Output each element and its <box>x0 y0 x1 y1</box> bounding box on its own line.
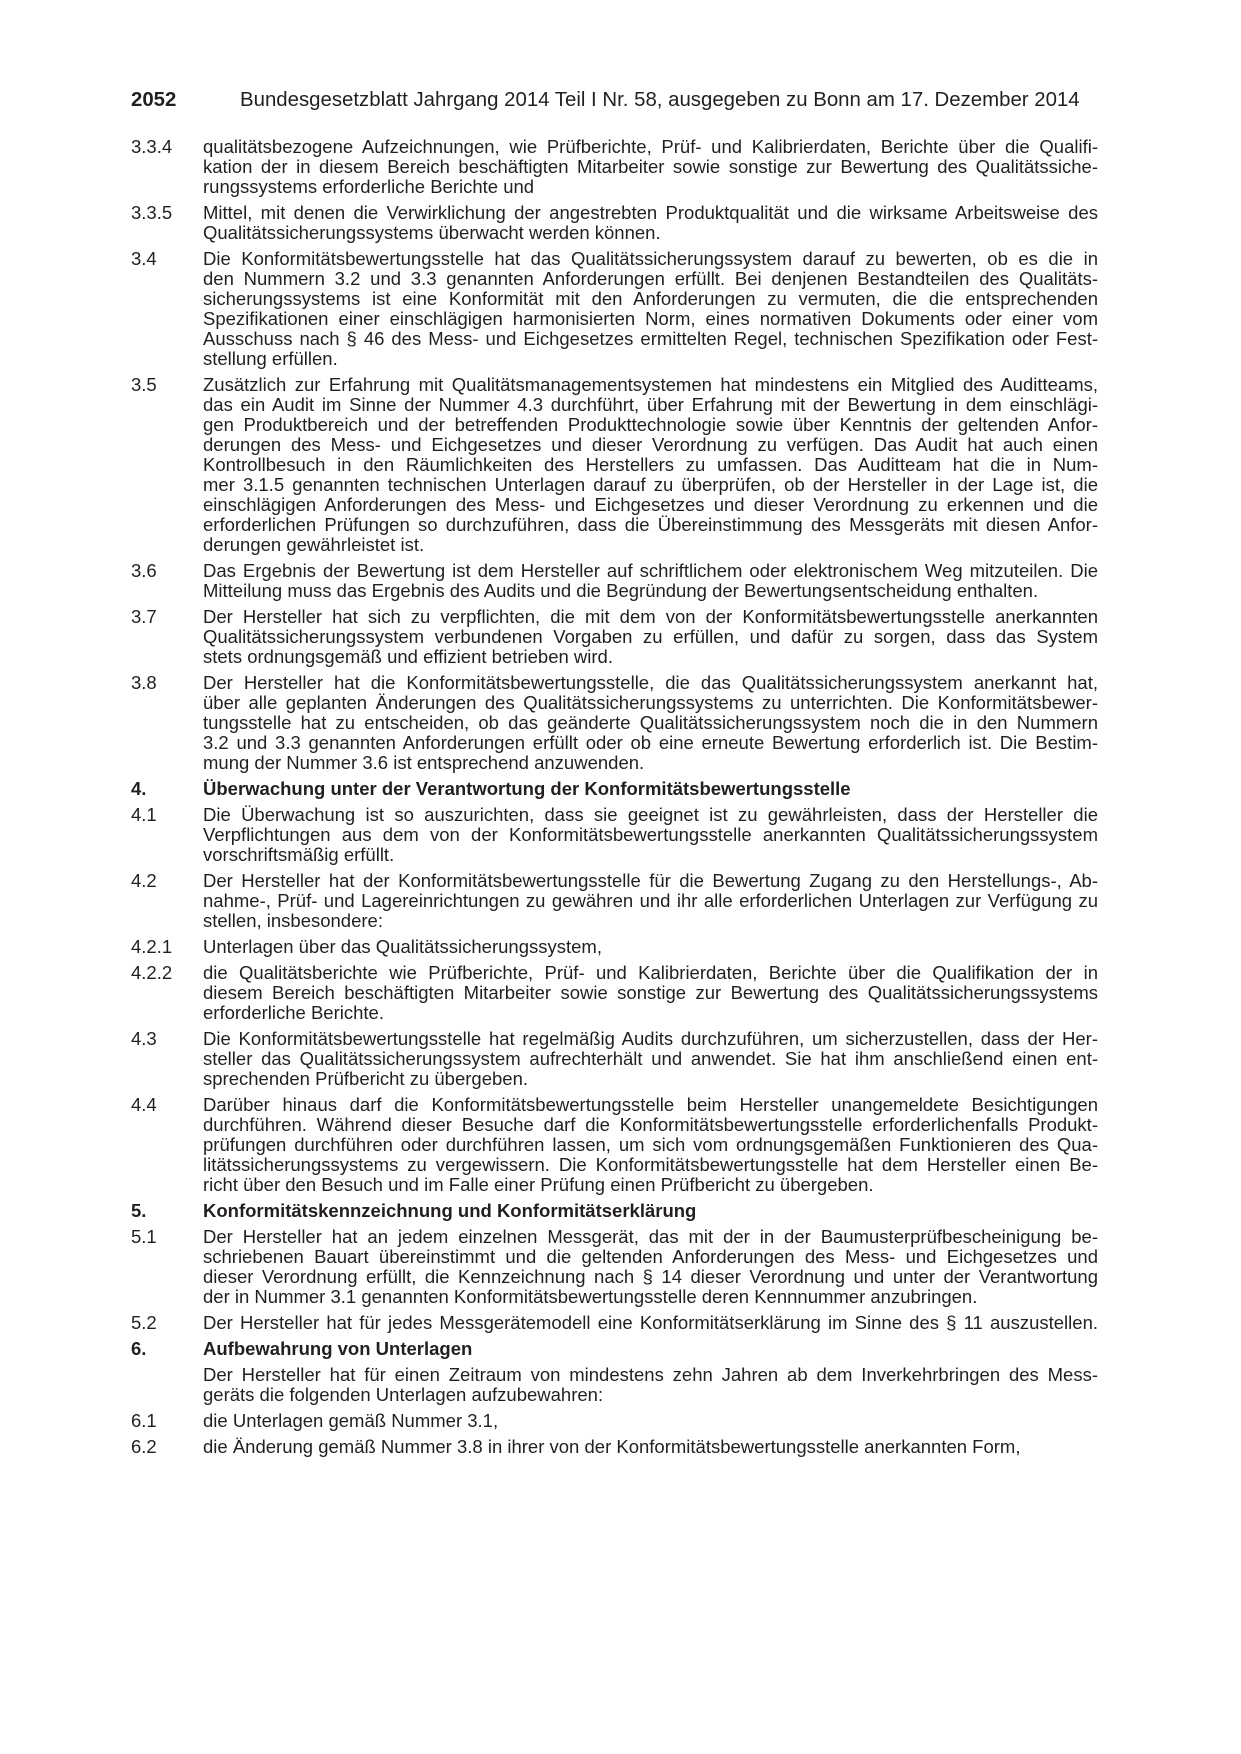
text-line: Darüber hinaus darf die Konformitätsbewertungsstelle beim Hersteller unangemeldete Besichtigungen <box>203 1094 1098 1115</box>
text-line: der in Nummer 3.1 genannten Konformitätsbewertungsstelle deren Kennnummer anzubringen. <box>203 1286 978 1307</box>
text-line: Die Überwachung ist so auszurichten, dass sie geeignet ist zu gewährleisten, dass der Hersteller die <box>203 804 1098 825</box>
page-header <box>131 88 1101 112</box>
paragraph-6-intro <box>131 1365 1098 1405</box>
paragraph-4-4 <box>131 1095 1098 1195</box>
text-line: die Qualitätsberichte wie Prüfberichte, Prüf- und Kalibrierdaten, Berichte über die Qualifikation der in <box>203 962 1098 983</box>
paragraph-3-8 <box>131 673 1098 773</box>
text-line: die Unterlagen gemäß Nummer 3.1, <box>203 1410 499 1431</box>
text-line: stellen, insbesondere: <box>203 910 383 931</box>
text-line: vorschriftsmäßig erfüllt. <box>203 844 395 865</box>
paragraph-number: 4.2 <box>131 870 157 891</box>
paragraph-5-2 <box>131 1313 1098 1333</box>
text-line: Mittel, mit denen die Verwirklichung der angestrebten Produktqualität und die wirksame Arbeitsweise des <box>203 202 1098 223</box>
text-line: diesem Bereich beschäftigten Mitarbeiter sowie sonstige zur Bewertung des Qualitätssicherungssystems <box>203 982 1098 1003</box>
paragraph-number: 3.3.5 <box>131 202 173 223</box>
text-line: steller das Qualitätssicherungssystem aufrechterhält und anwendet. Sie hat ihm anschließend einen ent- <box>203 1048 1098 1069</box>
text-line: Verpflichtungen aus dem von der Konformitätsbewertungsstelle anerkannten Qualitätssicherungssystem <box>203 824 1098 845</box>
paragraph-number: 4.1 <box>131 804 157 825</box>
text-line: Das Ergebnis der Bewertung ist dem Hersteller auf schriftlichem oder elektronischem Weg mitzuteilen. Die <box>203 560 1098 581</box>
text-line: derungen gewährleistet ist. <box>203 534 425 555</box>
text-line: gen Produktbereich und der betreffenden Produkttechnologie sowie über Kenntnis der geltenden Anfor- <box>203 414 1098 435</box>
paragraph-4-2-1 <box>131 937 1098 957</box>
text-line: rungssystems erforderliche Berichte und <box>203 176 535 197</box>
text-line: sicherungssystems ist eine Konformität mit den Anforderungen zu vermuten, die die entsprechenden <box>203 288 1098 309</box>
paragraph-6-2 <box>131 1437 1098 1457</box>
paragraph-4-1 <box>131 805 1098 865</box>
text-line: stets ordnungsgemäß und effizient betrieben wird. <box>203 646 613 667</box>
text-line: Unterlagen über das Qualitätssicherungssystem, <box>203 936 602 957</box>
text-line: stellung erfüllen. <box>203 348 338 369</box>
paragraph-text <box>203 963 1098 1023</box>
paragraph-text <box>203 805 1098 865</box>
text-line: kation der in diesem Bereich beschäftigten Mitarbeiter sowie sonstige zur Bewertung des Qualitätssiche- <box>203 156 1098 177</box>
text-line: dieser Verordnung erfüllt, die Kennzeichnung nach § 14 dieser Verordnung und unter der Verantwortung <box>203 1266 1098 1287</box>
paragraph-number: 5.2 <box>131 1312 157 1333</box>
paragraph-4-2-2 <box>131 963 1098 1023</box>
text-line: 3.2 und 3.3 genannten Anforderungen erfüllt oder ob eine erneute Bewertung erforderlich ist. Die Bestim- <box>203 732 1098 753</box>
paragraph-text <box>203 871 1098 931</box>
section-heading-6 <box>131 1339 1098 1359</box>
paragraph-text <box>203 1313 1098 1333</box>
paragraph-number: 5.1 <box>131 1226 157 1247</box>
paragraph-text <box>203 673 1098 773</box>
text-line: Der Hersteller hat für einen Zeitraum von mindestens zehn Jahren ab dem Inverkehrbringen des Mess- <box>203 1364 1098 1385</box>
section-title: Konformitätskennzeichnung und Konformitätserklärung <box>203 1200 697 1221</box>
paragraph-text <box>203 607 1098 667</box>
text-line: durchführen. Während dieser Besuche darf die Konformitätsbewertungsstelle erforderlichenfalls Produkt- <box>203 1114 1098 1135</box>
text-line: sprechenden Prüfbericht zu übergeben. <box>203 1068 528 1089</box>
text-line: prüfungen durchführen oder durchführen lassen, um sich vom ordnungsgemäßen Funktionieren des Qua- <box>203 1134 1098 1155</box>
text-line: Der Hersteller hat an jedem einzelnen Messgerät, das mit der in der Baumusterprüfbescheinigung be- <box>203 1226 1098 1247</box>
paragraph-3-4 <box>131 249 1098 369</box>
paragraph-6-1 <box>131 1411 1098 1431</box>
paragraph-number: 3.5 <box>131 374 157 395</box>
paragraph-text <box>203 249 1098 369</box>
paragraph-number: 4.2.2 <box>131 962 173 983</box>
paragraph-text <box>203 1437 1098 1457</box>
paragraph-number: 4.4 <box>131 1094 157 1115</box>
text-line: Die Konformitätsbewertungsstelle hat das Qualitätssicherungssystem darauf zu bewerten, ob es die in <box>203 248 1098 269</box>
text-line: Der Hersteller hat sich zu verpflichten, die mit dem von der Konformitätsbewertungsstelle anerkannten <box>203 606 1098 627</box>
paragraph-5-1 <box>131 1227 1098 1307</box>
paragraph-text <box>203 1365 1098 1405</box>
text-line: Kontrollbesuch in den Räumlichkeiten des Herstellers zu umfassen. Das Auditteam hat die in Num- <box>203 454 1098 475</box>
section-heading-4 <box>131 779 1098 799</box>
text-line: litätssicherungssystems zu vergewissern. Die Konformitätsbewertungsstelle hat dem Hersteller einen Be- <box>203 1154 1098 1175</box>
paragraph-number: 3.3.4 <box>131 136 173 157</box>
publication-title: Bundesgesetzblatt Jahrgang 2014 Teil I Nr. 58, ausgegeben zu Bonn am 17. Dezember 2014 <box>240 89 1080 111</box>
paragraph-text <box>203 203 1098 243</box>
paragraph-3-3-5 <box>131 203 1098 243</box>
text-line: qualitätsbezogene Aufzeichnungen, wie Prüfberichte, Prüf- und Kalibrierdaten, Berichte über die Qualifi- <box>203 136 1098 157</box>
paragraph-number: 4.3 <box>131 1028 157 1049</box>
number-column-spacer <box>131 1365 203 1405</box>
text-line: mer 3.1.5 genannten technischen Unterlagen darauf zu überprüfen, ob der Hersteller in der Lage ist, die <box>203 474 1098 495</box>
text-line: tungsstelle hat zu entscheiden, ob das geänderte Qualitätssicherungssystem noch die in den Nummern <box>203 712 1098 733</box>
text-line: Der Hersteller hat die Konformitätsbewertungsstelle, die das Qualitätssicherungssystem anerkannt hat, <box>203 672 1098 693</box>
section-title: Aufbewahrung von Unterlagen <box>203 1338 473 1359</box>
text-line: Die Konformitätsbewertungsstelle hat regelmäßig Audits durchzuführen, um sicherzustellen, dass der Her- <box>203 1028 1098 1049</box>
text-line: Zusätzlich zur Erfahrung mit Qualitätsmanagementsystemen hat mindestens ein Mitglied des Auditteams, <box>203 374 1098 395</box>
paragraph-3-6 <box>131 561 1098 601</box>
paragraph-text <box>203 375 1098 555</box>
section-number: 6. <box>131 1338 147 1359</box>
paragraph-number: 3.8 <box>131 672 157 693</box>
paragraph-text <box>203 1227 1098 1307</box>
text-line: Qualitätssicherungssystem verbundenen Vorgaben zu erfüllen, und dafür zu sorgen, dass das System <box>203 626 1098 647</box>
text-line: erforderliche Berichte. <box>203 1002 384 1023</box>
text-line: derungen des Mess- und Eichgesetzes und dieser Verordnung zu verfügen. Das Audit hat auch einen <box>203 434 1098 455</box>
section-title: Überwachung unter der Verantwortung der Konformitätsbewertungsstelle <box>203 778 851 799</box>
text-line: Spezifikationen einer einschlägigen harmonisierten Norm, eines normativen Dokuments oder einer vom <box>203 308 1098 329</box>
text-line: Der Hersteller hat für jedes Messgerätemodell eine Konformitätserklärung im Sinne des § 11 auszustellen. <box>203 1312 1098 1333</box>
paragraph-number: 4.2.1 <box>131 936 173 957</box>
text-line: Ausschuss nach § 46 des Mess- und Eichgesetzes ermittelten Regel, technischen Spezifikation oder Fest- <box>203 328 1098 349</box>
paragraph-number: 6.1 <box>131 1410 157 1431</box>
text-line: einschlägigen Anforderungen des Mess- und Eichgesetzes und dieser Verordnung zu erkennen und die <box>203 494 1098 515</box>
section-number: 4. <box>131 778 147 799</box>
page-number: 2052 <box>131 89 177 111</box>
paragraph-3-5 <box>131 375 1098 555</box>
text-line: mung der Nummer 3.6 ist entsprechend anzuwenden. <box>203 752 645 773</box>
section-heading-5 <box>131 1201 1098 1221</box>
paragraph-number: 6.2 <box>131 1436 157 1457</box>
paragraph-number: 3.6 <box>131 560 157 581</box>
document-body <box>131 137 1098 1463</box>
paragraph-text <box>203 137 1098 197</box>
paragraph-text <box>203 1411 1098 1431</box>
paragraph-text <box>203 1095 1098 1195</box>
paragraph-number: 3.7 <box>131 606 157 627</box>
paragraph-text <box>203 561 1098 601</box>
text-line: Mitteilung muss das Ergebnis des Audits und die Begründung der Bewertungsentscheidung enthalten. <box>203 580 1039 601</box>
text-line: das ein Audit im Sinne der Nummer 4.3 durchführt, über Erfahrung mit der Bewertung in dem einschlägi- <box>203 394 1098 415</box>
text-line: den Nummern 3.2 und 3.3 genannten Anforderungen erfüllt. Bei denjenen Bestandteilen des Qualitäts- <box>203 268 1098 289</box>
text-line: geräts die folgenden Unterlagen aufzubewahren: <box>203 1384 604 1405</box>
text-line: Qualitätssicherungssystems überwacht werden können. <box>203 222 661 243</box>
text-line: die Änderung gemäß Nummer 3.8 in ihrer von der Konformitätsbewertungsstelle anerkannten Form, <box>203 1436 1021 1457</box>
section-number: 5. <box>131 1200 147 1221</box>
paragraph-4-2 <box>131 871 1098 931</box>
paragraph-text <box>203 1029 1098 1089</box>
text-line: nahme-, Prüf- und Lagereinrichtungen zu gewähren und ihr alle erforderlichen Unterlagen zur Verfügung zu <box>203 890 1098 911</box>
paragraph-4-3 <box>131 1029 1098 1089</box>
paragraph-text <box>203 937 1098 957</box>
text-line: richt über den Besuch und im Falle einer Prüfung einen Prüfbericht zu übergeben. <box>203 1174 874 1195</box>
paragraph-3-7 <box>131 607 1098 667</box>
text-line: schriebenen Bauart übereinstimmt und die geltenden Anforderungen des Mess- und Eichgesetzes und <box>203 1246 1098 1267</box>
paragraph-3-3-4 <box>131 137 1098 197</box>
text-line: Der Hersteller hat der Konformitätsbewertungsstelle für die Bewertung Zugang zu den Herstellungs-, Ab- <box>203 870 1098 891</box>
paragraph-number: 3.4 <box>131 248 157 269</box>
text-line: erforderlichen Prüfungen so durchzuführen, dass die Übereinstimmung des Messgeräts mit diesen Anfor- <box>203 514 1098 535</box>
text-line: über alle geplanten Änderungen des Qualitätssicherungssystems zu unterrichten. Die Konformitätsbewer- <box>203 692 1098 713</box>
